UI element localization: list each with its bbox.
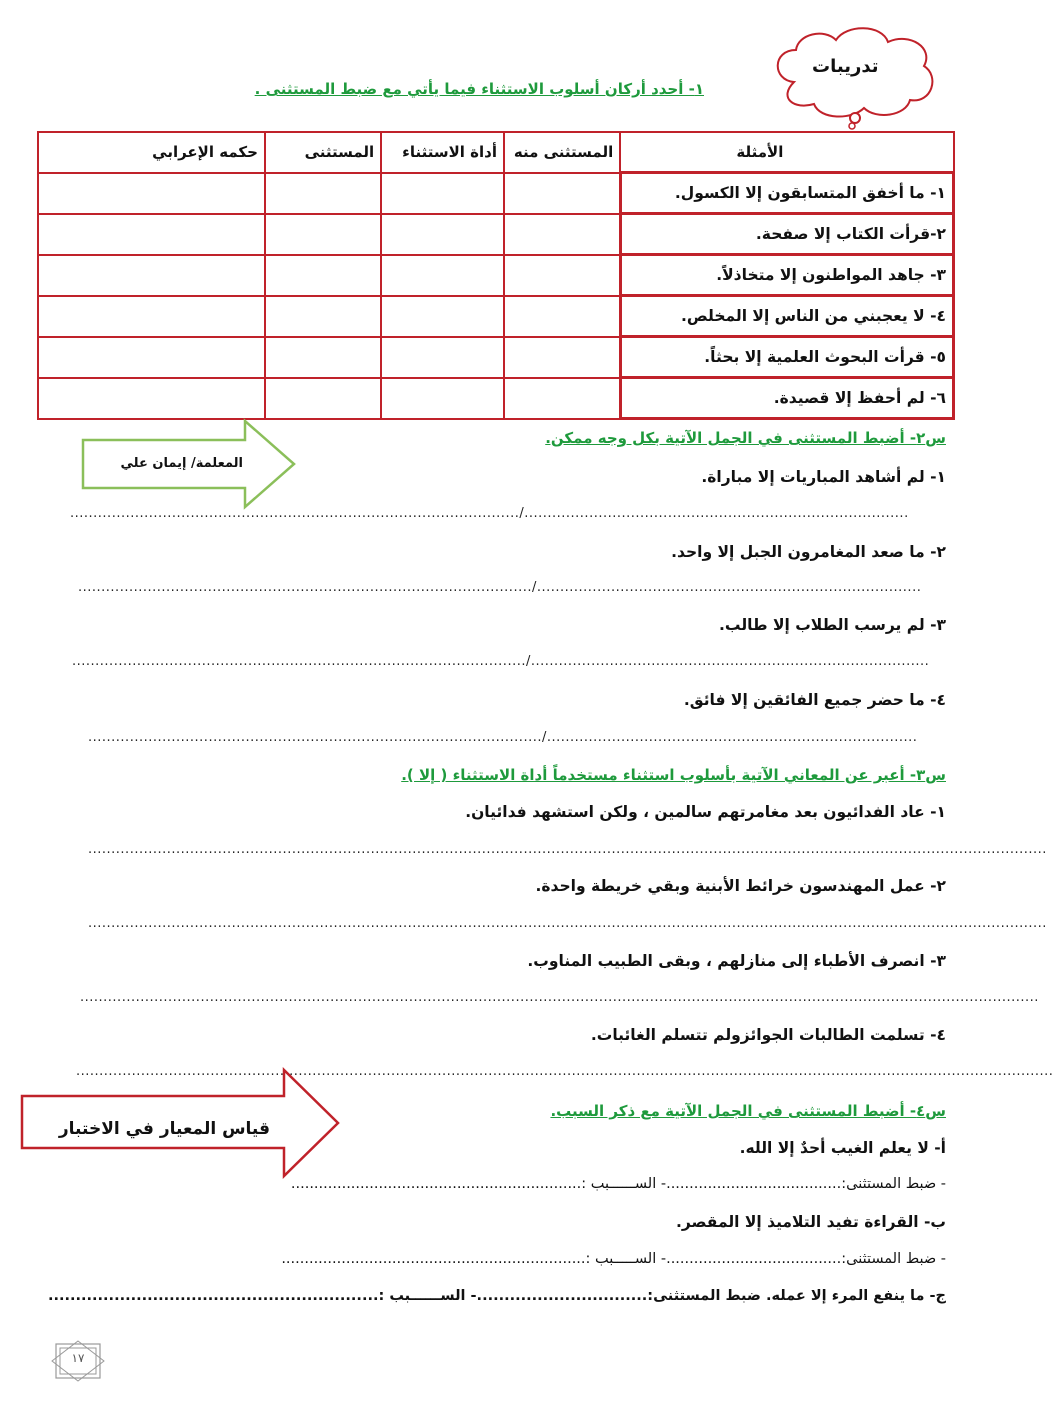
example-cell: ٣- جاهد المواطنون إلا متخاذلاً. [620,255,953,296]
answer-cell[interactable] [38,214,265,255]
answer-cell[interactable] [381,337,504,378]
q2-answer-3[interactable]: ................................................................................................../...................................................................................... [72,654,930,669]
answer-cell[interactable] [38,255,265,296]
q3-answer-1[interactable]: ............................................................................................................................................................................................................... [88,842,1047,857]
answer-cell[interactable] [38,378,265,419]
table-row [38,337,954,378]
q2-title: س٢- أضبط المستثنى في الجمل الآتية بكل وجه ممكن. [545,429,946,447]
q3-title: س٣- أعبر عن المعاني الآتية بأسلوب استثناء مستخدماً أداة الاستثناء ( إلا ). [401,766,946,784]
q4-item-c: ج- ما ينفع المرء إلا عمله. ضبط المستثنى:...............................- الســــــبب :............................................................ [47,1288,946,1304]
answer-cell[interactable] [381,173,504,214]
answer-cell[interactable] [38,173,265,214]
answer-cell[interactable] [265,173,381,214]
q4-item-b: ب- القراءة تفيد التلاميذ إلا المقصر. [675,1213,946,1231]
page-number: ١٧ [71,1351,85,1365]
answer-cell[interactable] [38,296,265,337]
answer-cell[interactable] [38,337,265,378]
q4-title: س٤- أضبط المستثنى في الجمل الآتية مع ذكر السبب. [550,1102,946,1120]
answer-cell[interactable] [265,296,381,337]
q4-answer-a[interactable]: - ضبط المستثنى:......................................- الســــــبب :............................................................... [290,1176,946,1192]
q1-title: ١- أحدد أركان أسلوب الاستثناء فيما يأتي مع ضبط المستثنى . [254,80,704,98]
q3-item-2: ٢- عمل المهندسون خرائط الأبنية وبقي خريطة واحدة. [535,877,946,895]
q3-answer-3[interactable]: ............................................................................................................................................................................................................... [80,990,1039,1005]
standard-label: قياس المعيار في الاختبار [58,1119,270,1139]
answer-cell[interactable] [381,255,504,296]
q3-item-1: ١- عاد الفدائيون بعد مغامرتهم سالمين ، ولكن استشهد فدائيان. [465,803,946,821]
answer-cell[interactable] [381,378,504,419]
example-cell: ١- ما أخفق المتسابقون إلا الكسول. [620,173,953,214]
answer-cell[interactable] [504,378,620,419]
q1-table [37,131,955,420]
table-row [38,378,954,419]
q2-item-4: ٤- ما حضر جميع الفائقين إلا فائق. [683,691,946,709]
answer-cell[interactable] [504,173,620,214]
q3-item-3: ٣- انصرف الأطباء إلى منازلهم ، وبقى الطبيب المناوب. [527,952,946,970]
answer-cell[interactable] [504,296,620,337]
answer-cell[interactable] [504,337,620,378]
answer-cell[interactable] [265,378,381,419]
header-excepted: المستثنى [265,132,381,173]
q2-answer-2[interactable]: ................................................................................................../................................................................................... [78,580,922,595]
q3-item-4: ٤- تسلمت الطالبات الجوائزولم تتسلم الغائبات. [590,1026,946,1044]
cloud-title: تدريبات [812,56,879,77]
example-cell: ٦- لم أحفظ إلا قصيدة. [620,378,953,419]
table-row [38,214,954,255]
answer-cell[interactable] [265,214,381,255]
q2-item-3: ٣- لم يرسب الطلاب إلا طالب. [719,616,946,634]
answer-cell[interactable] [504,255,620,296]
example-cell: ٥- قرأت البحوث العلمية إلا بحثاً. [620,337,953,378]
q4-item-a: أ- لا يعلم الغيب أحدٌ إلا الله. [739,1139,946,1157]
answer-cell[interactable] [265,255,381,296]
q3-answer-4[interactable]: ................................................................................................................................................................................................................... [76,1064,1053,1079]
q2-item-2: ٢- ما صعد المغامرون الجبل إلا واحد. [671,543,946,561]
answer-cell[interactable] [381,214,504,255]
answer-cell[interactable] [381,296,504,337]
header-examples: الأمثلة [620,132,953,173]
q2-answer-1[interactable]: ................................................................................................./................................................................................... [70,506,909,521]
q2-item-1: ١- لم أشاهد المباريات إلا مباراة. [701,468,946,486]
header-parsing: حكمه الإعرابي [38,132,265,173]
header-tool: أداة الاستثناء [381,132,504,173]
header-excepted-from: المستثنى منه [504,132,620,173]
table-row [38,296,954,337]
answer-cell[interactable] [265,337,381,378]
q3-answer-2[interactable]: ............................................................................................................................................................................................................... [88,916,1047,931]
q4-answer-b[interactable]: - ضبط المستثنى:......................................- الســـــبب :.................................................................. [281,1251,946,1267]
table-row [38,255,954,296]
example-cell: ٢-قرأت الكتاب إلا صفحة. [620,214,953,255]
example-cell: ٤- لا يعجبني من الناس إلا المخلص. [620,296,953,337]
table-row [38,173,954,214]
answer-cell[interactable] [504,214,620,255]
table-header-row [38,132,954,173]
q2-answer-4[interactable]: ................................................................................................../................................................................................ [88,730,918,745]
teacher-label: المعلمة/ إيمان علي [120,456,243,471]
